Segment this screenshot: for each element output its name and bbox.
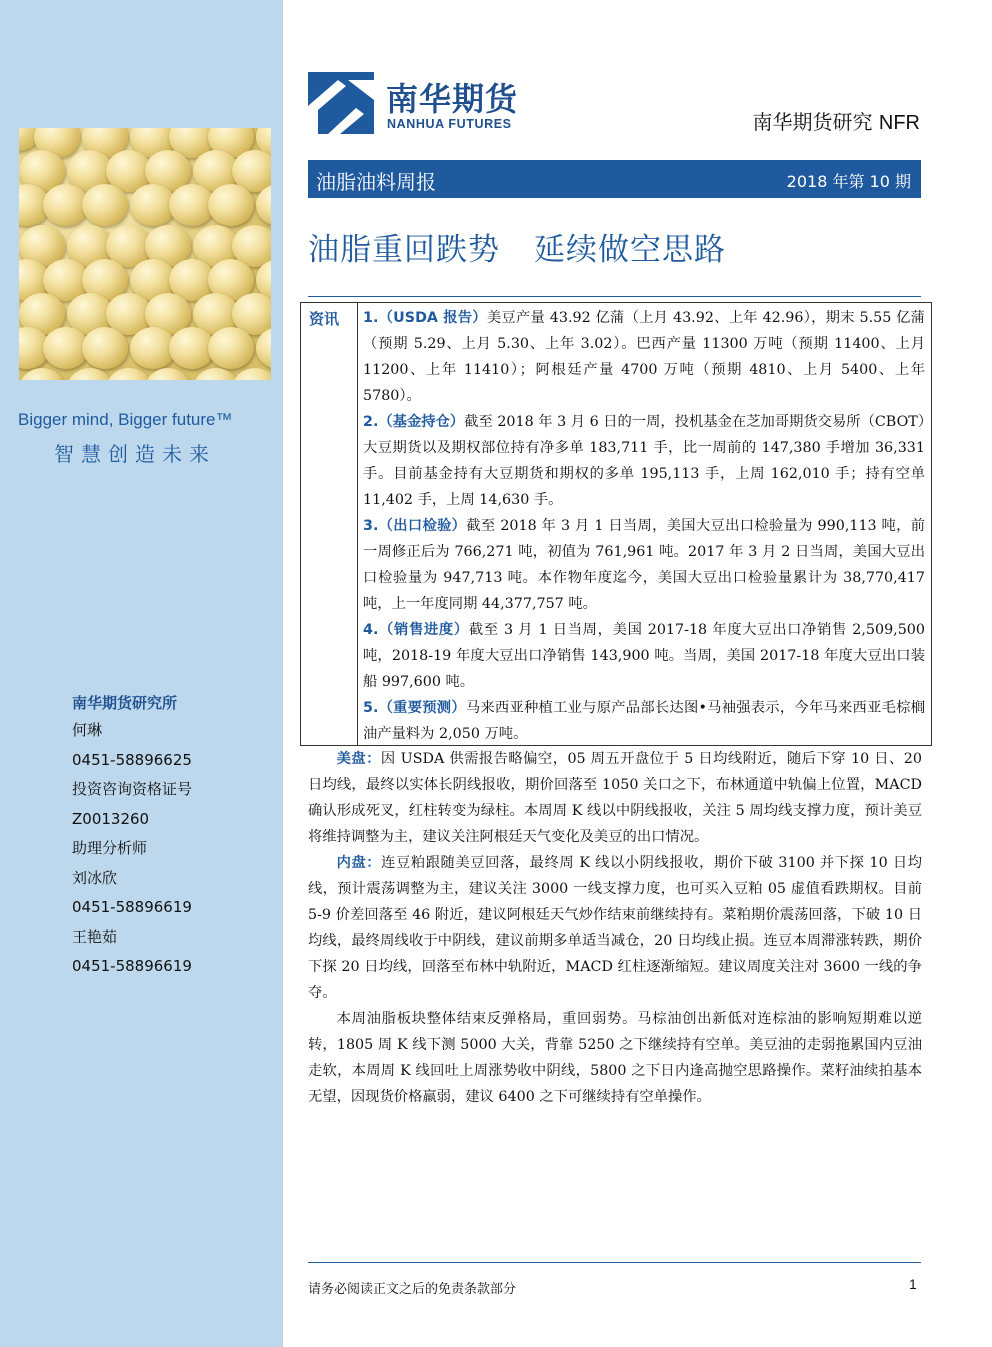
news-item-tag: 3.（出口检验）	[363, 518, 467, 534]
contact-org: 南华期货研究所	[72, 694, 178, 712]
body-paragraph-domestic	[308, 850, 922, 1006]
report-title-bar	[308, 160, 921, 198]
contact-block	[72, 690, 272, 982]
news-item-text: 截至 3 月 1 日当周，美国 2017-18 年度大豆出口净销售 2,509,500 吨，2018-19 年度大豆出口净销售 143,900 吨。当周，美国 2017-18 年度大豆出口装船 997,600 吨。	[363, 622, 925, 690]
soybean-shape	[208, 327, 254, 369]
soybean-shape	[208, 184, 254, 226]
contact-line: 投资咨询资格证号	[72, 780, 193, 798]
headline-part2: 延续做空思路	[534, 232, 726, 268]
soybean-shape	[193, 368, 239, 380]
body-paragraph-us	[308, 746, 922, 850]
footer-disclaimer: 请务必阅读正文之后的免责条款部分	[308, 1282, 517, 1297]
body-paragraph-oils	[308, 1006, 922, 1110]
report-type: 油脂油料周报	[316, 170, 436, 194]
contact-line: 助理分析师	[72, 839, 148, 857]
soybean-shape	[67, 368, 113, 380]
news-item-tag: 5.（重要预测）	[363, 700, 466, 716]
tagline-chinese: 智慧创造未来	[54, 442, 216, 466]
report-body	[308, 746, 922, 1110]
body-keyword: 内盘：	[336, 855, 382, 871]
news-item-text: 截至 2018 年 3 月 1 日当周，美国大豆出口检验量为 990,113 吨，前一周修正后为 766,271 吨，初值为 761,961 吨。2017 年 3 月 2 日当周，美国大豆出口检验量为 947,713 吨。本作物年度迄今，美国大豆出口检验量累计为 38,770,417 吨，上一年度同期 44,377,757 吨。	[363, 518, 925, 612]
logo-text-chinese: 南华期货	[386, 80, 519, 118]
brand-label-en: NFR	[878, 112, 920, 134]
soybean-shape	[82, 327, 128, 369]
body-text: 本周油脂板块整体结束反弹格局，重回弱势。马棕油创出新低对连棕油的影响短期难以逆转，1805 周 K 线下测 5000 大关，背靠 5250 之下继续持有空单。美豆油的走弱拖累国内豆油走软，本周周 K 线回吐上周涨势收中阴线，5800 之下日内逢高抛空思路操作。菜籽油续拍基本无望，因现货价格羸弱，建议 6400 之下可继续持有空单操作。	[308, 1011, 922, 1105]
soybean-shape	[19, 368, 65, 380]
soybean-shape	[82, 184, 128, 226]
news-divider	[357, 303, 358, 745]
logo-text-english: NANHUA FUTURES	[387, 117, 512, 131]
news-list	[363, 305, 925, 747]
headline-part1: 油脂重回跌势	[308, 232, 500, 268]
contact-line: 刘冰欣	[72, 868, 118, 887]
contact-line: 0451-58896619	[72, 957, 192, 975]
body-text: 因 USDA 供需报告略偏空，05 周五开盘位于 5 日均线附近，随后下穿 10 日、20 日均线，最终以实体长阴线报收，期价回落至 1050 关口之下，布林通道中轨偏上位置，MACD 确认形成死叉，红柱转变为绿柱。本周周 K 线以中阴线报收，关注 5 周均线支撑力度，预计美豆将维持调整为主，建议关注阿根廷天气变化及美豆的出口情况。	[308, 751, 923, 845]
news-item-text: 美豆产量 43.92 亿蒲（上月 43.92、上年 42.96），期末 5.55 亿蒲（预期 5.29、上月 5.30、上年 3.02）。巴西产量 11300 万吨（预期 11400、上月 11200、上年 11410）；阿根廷产量 4700 万吨（预期 4810、上月 5400、上年 5780）。	[363, 310, 925, 404]
contact-line: 王艳茹	[72, 927, 118, 946]
footer-divider	[308, 1262, 921, 1263]
news-item	[363, 617, 925, 695]
soybean-shape	[145, 368, 191, 380]
news-item	[363, 409, 925, 513]
sidebar	[0, 0, 283, 1347]
brand-label	[753, 106, 920, 135]
news-item-tag: 1.（USDA 报告）	[363, 310, 487, 326]
news-item	[363, 695, 925, 747]
soybean-shape	[232, 368, 271, 380]
contact-line: 何琳	[72, 721, 103, 739]
news-box	[300, 302, 932, 746]
news-item	[363, 305, 925, 409]
contact-line: Z0013260	[72, 809, 150, 828]
news-item-tag: 2.（基金持仓）	[363, 414, 465, 430]
news-item-tag: 4.（销售进度）	[363, 622, 469, 638]
soybeans-image	[19, 128, 271, 380]
nanhua-logo-icon	[308, 72, 374, 134]
news-item	[363, 513, 925, 617]
issue-number: 2018 年第 10 期	[786, 172, 911, 191]
news-item-text: 马来西亚种植工业与原产品部长达图•马袖强表示，今年马来西亚毛棕榈油产量料为 2,050 万吨。	[363, 700, 925, 742]
body-text: 连豆粕跟随美豆回落，最终周 K 线以小阴线报收，期价下破 3100 并下探 10 日均线，预计震荡调整为主，建议关注 3000 一线支撑力度，也可买入豆粕 05 虚值看跌期权。目前 5-9 价差回落至 46 附近，建议阿根廷天气炒作结束前继续持有。菜粕期价震荡回落，下破 10 日均线，最终周线收于中阴线，建议前期多单适当减仓，20 日均线止损。连豆本周滞涨转跌，期价下探 20 日均线，回落至布林中轨附近，MACD 红柱逐渐缩短。建议周度关注对 3600 一线的争夺。	[308, 855, 922, 1001]
page-number: 1	[909, 1276, 917, 1292]
body-keyword: 美盘：	[336, 751, 381, 767]
news-label: 资讯	[309, 310, 340, 328]
page-title	[308, 224, 726, 269]
brand-label-cn: 南华期货研究	[752, 110, 873, 134]
soybean-shape	[106, 368, 152, 380]
contact-line: 0451-58896619	[72, 898, 192, 916]
tagline-english: Bigger mind, Bigger future™	[18, 410, 233, 429]
contact-line: 0451-58896625	[72, 750, 192, 769]
header-divider	[308, 296, 921, 297]
news-item-text: 截至 2018 年 3 月 6 日的一周，投机基金在芝加哥期货交易所（CBOT）大豆期货以及期权部位持有净多单 183,711 手，比一周前的 147,380 手增加 36,331 手。目前基金持有大豆期货和期权的多单 195,113 手，上周 162,010 手；持有空单 11,402 手，上周 14,630 手。	[363, 414, 925, 508]
